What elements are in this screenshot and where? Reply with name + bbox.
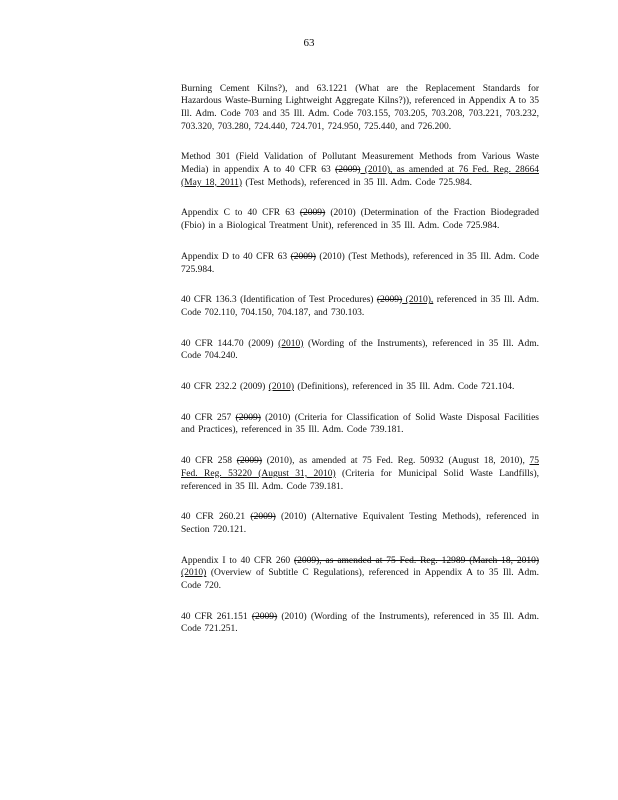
entry-text: (2010), as amended at 75 Fed. Reg. 50932 (August 18, 2010), bbox=[262, 456, 530, 467]
reference-entry bbox=[181, 151, 539, 189]
entry-text: 40 CFR 261.151 bbox=[181, 611, 252, 622]
deleted-text: (2009) bbox=[299, 208, 326, 219]
reference-entry bbox=[181, 412, 539, 437]
entry-text: Appendix D to 40 CFR 63 bbox=[181, 251, 291, 262]
entry-text: Appendix I to 40 CFR 260 bbox=[181, 555, 294, 566]
inserted-text: (2010), as amended at 76 Fed. Reg. 28664 (May 18, 2011) bbox=[181, 165, 539, 188]
reference-entry bbox=[181, 511, 539, 536]
entry-text: Appendix C to 40 CFR 63 bbox=[181, 208, 300, 219]
entry-text: Burning Cement Kilns?), and 63.1221 (What are the Replacement Standards for Hazardous Waste-Burning Lightweight Aggregate Kilns?)), referenced in Appendix A to 35 Ill. Adm. Code 703 and 35 Ill. Adm. Code 703.155, 703.205, 703.208, 703.221, 703.232, 703.320, 703.280, 724.440, 724.701, 724.950, 725.440, and 726.200. bbox=[181, 83, 539, 132]
reference-entry bbox=[181, 294, 539, 319]
deleted-text: (2009) bbox=[290, 251, 316, 262]
entry-text: (Wording of the Instruments), referenced in 35 Ill. Adm. Code 704.240. bbox=[181, 338, 539, 362]
entry-text: referenced in 35 Ill. Adm. Code 702.110, 704.150, 704.187, and 730.103. bbox=[181, 295, 539, 318]
reference-entry bbox=[181, 338, 539, 363]
inserted-text: (2010) bbox=[278, 338, 304, 349]
inserted-text: (2010) bbox=[181, 568, 207, 579]
deleted-text: (2009) bbox=[235, 412, 261, 423]
reference-entry bbox=[181, 207, 539, 232]
entry-text: 40 CFR 257 bbox=[181, 412, 236, 423]
reference-list bbox=[181, 73, 539, 654]
entry-text: Method 301 (Field Validation of Pollutant Measurement Methods from Various Waste Media) in appendix A to 40 CFR 63 bbox=[181, 152, 539, 176]
entry-text: (2010) (Wording of the Instruments), referenced in 35 Ill. Adm. Code 721.251. bbox=[181, 611, 539, 635]
reference-entry bbox=[181, 455, 539, 493]
deleted-text: (2009) bbox=[335, 165, 361, 176]
entry-text: (2010) (Criteria for Classification of Solid Waste Disposal Facilities and Practices), referenced in 35 Ill. Adm. Code 739.181. bbox=[181, 412, 539, 436]
entry-text: (Criteria for Municipal Solid Waste Landfills), referenced in 35 Ill. Adm. Code 739.181. bbox=[181, 468, 539, 492]
reference-entry bbox=[181, 555, 539, 593]
entry-text: (2010) (Determination of the Fraction Biodegraded (Fbio) in a Biological Treatment Unit), referenced in 35 Ill. Adm. Code 725.984. bbox=[181, 208, 539, 232]
entry-text: (2010) (Alternative Equivalent Testing Methods), referenced in Section 720.121. bbox=[181, 512, 539, 535]
deleted-text: (2009) bbox=[251, 611, 278, 622]
entry-text: 40 CFR 136.3 (Identification of Test Procedures) bbox=[181, 295, 377, 306]
reference-entry bbox=[181, 251, 539, 276]
deleted-text: (2009), as amended at 75 Fed. Reg. 12989 (March 18, 2010) bbox=[293, 555, 539, 566]
entry-text: 40 CFR 258 bbox=[181, 456, 237, 467]
entry-text: (Overview of Subtitle C Regulations), referenced in Appendix A to 35 Ill. Adm. Code 720. bbox=[181, 568, 539, 592]
reference-entry bbox=[181, 381, 539, 394]
entry-text: 40 CFR 144.70 (2009) bbox=[181, 338, 279, 349]
inserted-text: 75 Fed. Reg. 53220 (August 31, 2010) bbox=[181, 456, 539, 479]
page-number: 63 bbox=[303, 37, 315, 49]
reference-entry bbox=[181, 83, 539, 134]
deleted-text: (2009) bbox=[250, 512, 276, 523]
entry-text: 40 CFR 232.2 (2009) bbox=[181, 382, 269, 393]
reference-entry bbox=[181, 611, 539, 636]
entry-text: (Test Methods), referenced in 35 Ill. Adm. Code 725.984. bbox=[242, 177, 472, 188]
deleted-text: (2009) bbox=[236, 456, 263, 467]
inserted-text: (2010) bbox=[268, 382, 294, 393]
entry-text: (2010) (Test Methods), referenced in 35 Ill. Adm. Code 725.984. bbox=[181, 251, 539, 275]
entry-text: (Definitions), referenced in 35 Ill. Adm. Code 721.104. bbox=[294, 382, 515, 393]
deleted-text: (2009) bbox=[376, 295, 403, 306]
entry-text: 40 CFR 260.21 bbox=[181, 512, 251, 523]
inserted-text: (2010), bbox=[402, 295, 434, 306]
